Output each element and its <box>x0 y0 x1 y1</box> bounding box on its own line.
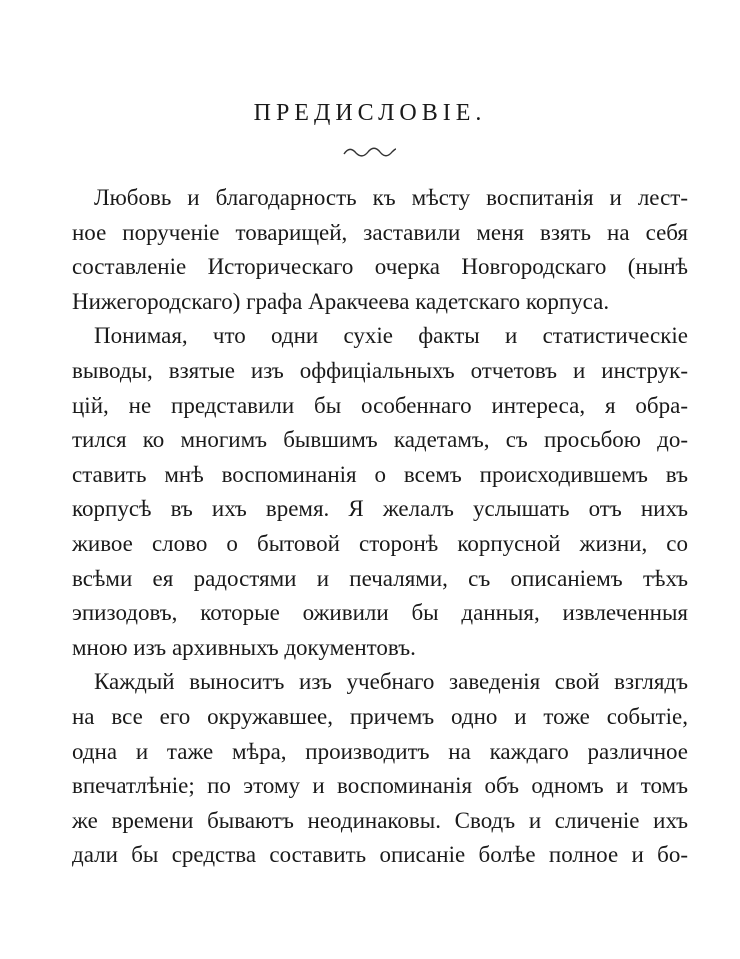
text-line: на все его окружавшее, причемъ одно и тоже событіе, <box>72 703 688 729</box>
text-line: ставить мнѣ воспоминанія о всемъ происходившемъ въ <box>72 461 688 487</box>
text-line: живое слово о бытовой сторонѣ корпусной жизни, со <box>72 530 688 556</box>
text-line: составленіе Историческаго очерка Новгородскаго (нынѣ <box>72 254 688 280</box>
text-line: корпусѣ въ ихъ время. Я желалъ услышать отъ нихъ <box>72 496 688 522</box>
text-line: всѣми ея радостями и печалями, съ описаніемъ тѣхъ <box>72 565 688 591</box>
paragraph-3 <box>72 665 688 873</box>
text-line: Каждый выноситъ изъ учебнаго заведенія свой взглядъ <box>94 669 688 695</box>
decorative-tilde-ornament <box>342 145 398 159</box>
page-title: ПРЕДИСЛОВІЕ. <box>253 100 487 126</box>
text-line: Любовь и благодарность къ мѣсту воспитанія и лест- <box>94 185 688 210</box>
text-line: цій, не представили бы особеннаго интереса, я обра- <box>72 392 688 418</box>
text-line: дали бы средства составить описаніе болѣе полное и бо- <box>72 842 688 868</box>
text-line: впечатлѣніе; по этому и воспоминанія объ одномъ и томъ <box>72 773 688 799</box>
text-line: эпизодовъ, которые оживили бы данныя, извлеченныя <box>72 600 688 626</box>
text-line: Понимая, что одни сухіе факты и статистическіе <box>94 323 688 349</box>
body-text <box>72 181 688 873</box>
text-line: тился ко многимъ бывшимъ кадетамъ, съ просьбою до- <box>72 427 688 453</box>
text-line: выводы, взятые изъ оффиціальныхъ отчетовъ и инструк- <box>72 357 688 383</box>
text-line: мною изъ архивныхъ документовъ. <box>72 634 416 660</box>
text-line: же времени бываютъ неодинаковы. Сводъ и сличеніе ихъ <box>72 807 688 833</box>
text-line: одна и таже мѣра, производитъ на каждаго различное <box>72 738 688 764</box>
text-line: ное порученіе товарищей, заставили меня взять на себя <box>72 219 688 245</box>
text-line: Нижегородскаго) графа Аракчеева кадетскаго корпуса. <box>72 288 610 314</box>
paragraph-1 <box>72 181 688 319</box>
paragraph-2 <box>72 319 688 665</box>
